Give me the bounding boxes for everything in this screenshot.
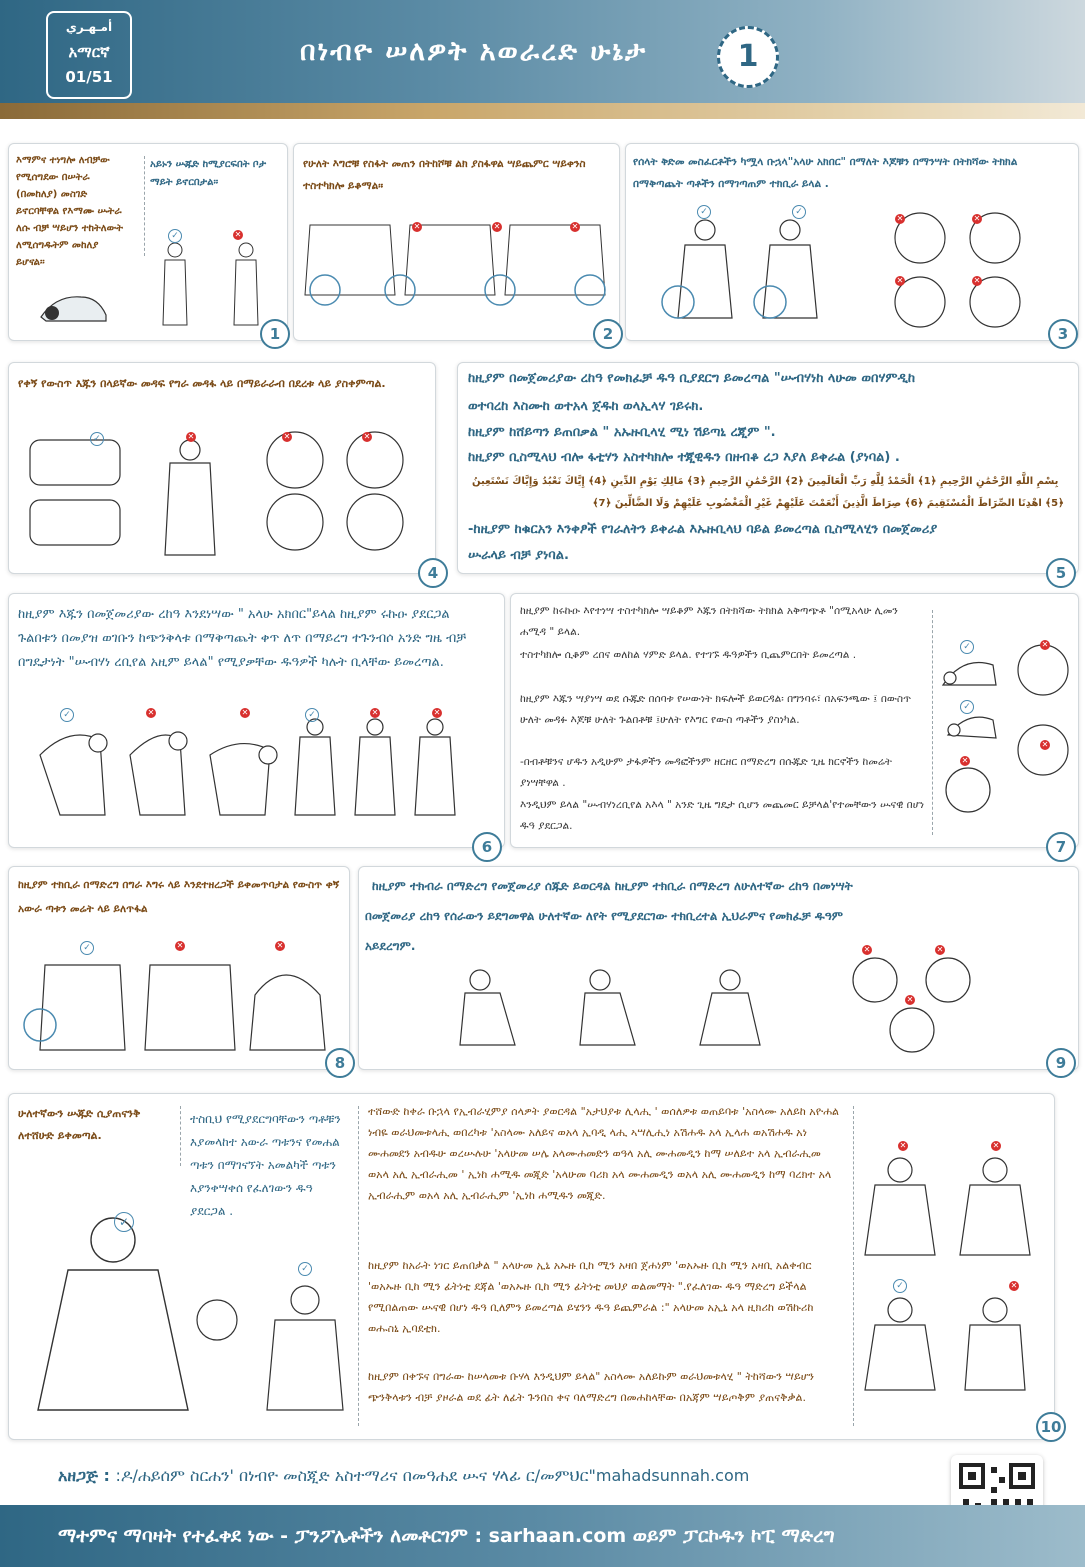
panel-3-text-a: የሰላት ቅድመ መስፈርቶችን ካሟላ ቡኋላ"አላሁ አክበር" በማለት እጆቹን በማንሣት በትክሻው ትክክል በማቅጣጨት ጣቶችን በማገጣጠም ተክቢራ ይላል .: [633, 156, 1018, 190]
panel-5-line-1: ከዚያም በመጀመሪያው ረከዓ የመክፈቻ ዱዓ ቢያደርግ ይመረጣል "ሡብሃነከ ላሁመ ወበሃምዲከ: [468, 371, 916, 386]
check-circle-icon: ✓: [305, 708, 319, 722]
panel-10-text-d: ከዚያም ከአራት ነገር ይጠበቃል " አላሁመ ኢኒ አኡዙ ቢከ ሚን አዛበ ጀሐነም 'ወአኡዙ ቢከ ሚን አዛቢ አልቀብር 'ወአኡዙ ቢከ ሚን ፊትነቲ ደጃል 'ወአኡዙ ቢከ ሚን ፊትነቲ መህያ ወልመማት ".የፈለገው ዱዓ ማድረግ ይችላል የሚበልጠው ሡናዊ በሆነ ዱዓ ቢለምን ይመረጣል ይሄንን ዱዓ ይጨምራል :" አላሁመ አኢኒ አላ ዚክሪከ ወሽኩሪከ ወሑስኒ ኢባደቲክ.: [368, 1259, 814, 1335]
x-circle-icon: ✕: [176, 941, 184, 950]
divider: [853, 1106, 854, 1426]
salam-figures: [860, 1140, 1040, 1420]
panel-5-line-2: ወተባረከ እስሙከ ወተአላ ጀዱከ ወላኢላሃ ገይሩክ.: [468, 399, 704, 414]
x-circle-icon: ✕: [906, 995, 914, 1004]
panel-9-line-1: ከዚያም ተክብራ በማድረግ የመጀመሪያ ሰጁድ ይወርዳል ከዚያም ተክቢራ በማድረግ ለሁለተኛው ረከዓ በመነሣት: [372, 879, 853, 893]
panel-7-p4: -በብቶቹንና ሆዱን አዲሁም ታፋዎችን መዳፎችንም ዘርዘር በማድረግ በሱጁድ ጊዜ ክርኖችን ከመሬት ያነሣቸዋል .: [520, 756, 892, 789]
panel-7-p2: ተስተካክሎ ሲቆም ረበና ወለከል ሃምድ ይላል. የተገኙ ዱዓዎችን ቢጨምርበት ይመረጣል .: [520, 649, 857, 661]
x-circle-icon: ✕: [187, 432, 195, 441]
panel-5-line-5: -ከዚያም ከቁርአን እንቀፆች የገራለትን ይቀራል እኡዙቢላህ ባይል ይመረጣል ቢስሚላሂን በመጀመሪያ: [468, 522, 938, 537]
x-circle-icon: ✕: [147, 708, 155, 717]
panel-5-line-3: ከዚያም ከሸይጣን ይጠበቃል " አኡዙቢላሂ ሚነ ሽይጣኒ ረጂም ".: [468, 425, 776, 440]
standing-figure-wrong: [226, 240, 266, 330]
panel-number: 1: [260, 319, 290, 349]
x-circle-icon: ✕: [276, 941, 284, 950]
panel-number: 6: [472, 832, 502, 862]
divider: [180, 1106, 181, 1166]
credit-text: :ዶ/ሐይሰም ስርሐን' በነብዮ መስጂድ አስተማሪና በመዓሐደ ሡና ሃላፊ ር/መምህር"mahadsunnah.com: [115, 1466, 750, 1485]
panel-7-p1: ከዚያም ከሩኩዑ እየተነሣ ተስተካክሎ ሣይቆም እጁን በትክሻው ትክክል አቅጣጭቶ "ሰሚአላሁ ሊመን ሐሚዳ " ይላል.: [520, 605, 898, 638]
x-circle-icon: ✕: [896, 276, 904, 285]
x-circle-icon: ✕: [283, 432, 291, 441]
sitting-figures: [20, 955, 340, 1060]
divider: [932, 610, 933, 835]
footer-text: ማተምና ማባዛት የተፈቀደ ነው - ፓንፖሌቶችን ለመቶርገም : sarhaan.com ወይም ፓርኮዱን ኮፒ ማድረግ: [58, 1525, 835, 1547]
hand-placement-figures: [30, 430, 430, 560]
x-circle-icon: ✕: [493, 222, 501, 231]
check-circle-icon: ✓: [168, 229, 182, 243]
panel-7-p5: እንዲህም ይላል "ሡብሃነረቢየል አእላ " አንድ ጊዜ ግዴታ ሲሆን መጨመር ይቻላል'የተመቸውን ሡናዊ በሆነ ዱዓ ያደርጋል.: [520, 799, 925, 832]
panel-7-p3: ከዚያም እጁን ሣያነሣ ወደ ሱጁድ በሰባቱ የሠውነት ክፍሎች ይወርዳል፡ በግንባሩ፣ በአፍንጫው ፤ በውስጥ ሁለት መዳፉ እጆቹ ሁለት ጉልበቶቹ ፤ሁለት የእግር የውስ ጣቶችን ያስነካል.: [520, 693, 912, 726]
panel-10-text-c: ተሸውድ ከቀራ ቡኋላ የኢብራሂምያ ሰላዎት ያወርዳል "አታህያቱ ሊላሒ ' ወሰለዎቱ ወጠይባቱ 'አስላሙ አለይከ አዮሐል ነብዬ ወራህመቱላሒ ወበረካቱ 'አስላሙ አለይና ወአላ ኢባዲ ላሒ ኣሣሊሒነ አሽሐዱ አላ ኢላሐ ወአሽሐዱ አነ ሙሐመደን አብዱሁ ወረሡሉሁ 'አላሁመ ሠሌ አላሙሐመድን ወዓላ አሊ ሙሐመዲን ከማ ሠለይተ አላ ኢብራሒመ ወአላ አሊ ኢብራሒመ ' ኢነከ ሐሚዱ መጂድ 'አላሁመ ባሪክ አላ ሙሐመዲን ወአላ አሊ ሙሐመዲን ከማ ባረክተ አላ ኢብራሒም ወአላ አሊ ኢብራሒም 'ኢነከ ሐሚዱን መጂድ.: [368, 1105, 839, 1202]
x-circle-icon: ✕: [413, 222, 421, 231]
panel-number: 5: [1046, 558, 1076, 588]
panel-1-text-b: አይኑን ሡጁድ ከሚያርፍበት ቦታ ማይት ይኖርበታል።: [150, 159, 267, 188]
sujud-figures: [938, 640, 1073, 815]
x-circle-icon: ✕: [973, 276, 981, 285]
panel-8-text-a: ከዚያም ተክቢራ በማድረግ በግራ እግሩ ላይ እንደተዘረጋች ይቀመጥባታል የውስጥ ቀኝ አውራ ጣቱን መሬት ላይ ይለጥፋል: [18, 879, 340, 915]
check-circle-icon: ✓: [893, 1279, 907, 1293]
panel-10-text-e: ከዚያም በቀኙና በግራው ከሠላመቱ ቡሃላ እንዲህም ይላል" አስላሙ አለይኩም ወራህመቱላሂ " ትከሻውን ሣይሆን ጭንቅላቱን ብቻ ያዞራል ወደ ፊት ለፊት ጉንበስ ቀና ባለማድረግ በመሐከላቸው በአጃም ሣይጦቅም ያጠናቅቃል.: [368, 1370, 814, 1404]
page-title: በነብዮ ሠለዎት አወራረድ ሁኔታ: [300, 36, 648, 67]
panel-9-line-2: በመጀመሪያ ረከዓ የሰራውን ይደግመዋል ሁለተኛው ለየት የሚያደርገው ተክቢረተል ኢህራምና የመክፈቻ ዱዓም: [365, 909, 844, 923]
prostration-figure: [36, 275, 116, 325]
panel-5-arabic-1: بِسْمِ اللَّهِ الرَّحْمَٰنِ الرَّحِيمِ ﴿1﴾ الْحَمْدُ لِلَّهِ رَبِّ الْعَالَمِينَ ﴿2﴾ الرَّحْمَٰنِ الرَّحِيمِ ﴿3﴾ مَالِكِ يَوْمِ الدِّينِ ﴿4﴾ إِيَّاكَ نَعْبُدُ وَإِيَّاكَ نَسْتَعِينُ: [472, 476, 1059, 487]
x-circle-icon: ✕: [371, 708, 379, 717]
lang-arabic: أمـهـري: [65, 20, 113, 34]
x-circle-icon: ✕: [1041, 640, 1049, 649]
finger-pointing-figure: [195, 1280, 345, 1420]
panel-10-text-a: ሁለተኛውን ሡጁድ ሲያጠናንቅ ለተሸሁድ ይቀመጣል.: [18, 1107, 141, 1142]
tashahhud-figure-large: [28, 1210, 198, 1430]
feet-width-figures: [300, 215, 610, 315]
x-circle-icon: ✕: [896, 214, 904, 223]
wrong-takbir-figures: [890, 210, 1070, 330]
panel-number: 4: [418, 558, 448, 588]
panel-6-text-a: ከዚያም እጁን በመጀመሪያው ረከዓ እንደነሣው " አላሁ አክበር"ይላል ከዚያም ሩኩዑ ያደርጋል ጉልበቱን በመያዝ ወገቡን ከጭንቅላቱ በማቅጣጨት ቀጥ ለጥ በማይረግ ተጉንብሶ አንድ ግዜ ብቻ በግዴታነት "ሡብሃነ ረቢየል አዚም ይላል" የሚያቃቸው ዱዓዎች ካሉት ቢላቸው ይመረጣል.: [18, 607, 467, 670]
x-circle-icon: ✕: [973, 214, 981, 223]
language-badge: [46, 11, 132, 99]
panel-5-line-4: ከዚያም ቢስሚላህ ብሎ ፋቲሃን አስተካክሎ ተጂዊዱን በዘብቆ ረጋ እያለ ይቀራል (ያነባል) .: [468, 450, 900, 465]
check-circle-icon: ✓: [298, 1262, 312, 1276]
check-circle-icon: ✓: [960, 700, 974, 714]
x-circle-icon: ✕: [1041, 740, 1049, 749]
panel-2-text-a: የሁለት እግሮቹ የስፋት መጠን በትከሾቹ ልክ ያስፋዋል ሣይጨምር ሣይቀንስ ተስተካክሎ ይቆማል።: [303, 158, 586, 192]
panel-10-text-b: ተስቢህ የሚያደርግባቸውን ጣቶቹን እያመላከተ አውራ ጣቱንና የመሐል ጣቱን በማገናኘት አመልካች ጣቱን እያንቀሣቀሰ የፈለገውን ዱዓ ያደርጋል .: [190, 1112, 341, 1218]
panel-4-text-a: የቀኝ የውስጥ እጁን በላይኛው መዳፍ የግራ መዳፋ ላይ በማይራራብ በደረቱ ላይ ያስቀምጣል.: [18, 377, 386, 390]
page-number: 01/51: [65, 68, 113, 86]
x-circle-icon: ✕: [433, 708, 441, 717]
check-circle-icon: ✓: [792, 205, 806, 219]
panel-number: 2: [593, 319, 623, 349]
second-rakah-figures: [450, 955, 790, 1055]
panel-number: 8: [325, 1048, 355, 1078]
x-circle-icon: ✕: [863, 945, 871, 954]
x-circle-icon: ✕: [363, 432, 371, 441]
header-gold-band: [0, 103, 1085, 119]
x-circle-icon: ✕: [899, 1141, 907, 1150]
lang-amharic: አማርኛ: [68, 43, 110, 61]
panel-number: 7: [1046, 832, 1076, 862]
panel-number: 9: [1046, 1048, 1076, 1078]
standing-figure-ok: [155, 240, 195, 330]
panel-1-text-a: እማምና ተነግሎ ለብቻው የሚሰግደው በሠትራ (በመከለያ) መስገድ ይኖርባቸዋል የእማሙ ሡትራ ለሱ ብቻ ሣይሆን ተከትለውት ለሚሰግዱትም መከለያ ይሆናል።: [16, 155, 123, 268]
x-circle-icon: ✕: [1010, 1281, 1018, 1290]
check-circle-icon: ✓: [114, 1212, 134, 1232]
x-circle-icon: ✕: [241, 708, 249, 717]
panel-number: 3: [1048, 319, 1078, 349]
x-circle-icon: ✕: [936, 945, 944, 954]
divider: [144, 156, 145, 256]
check-circle-icon: ✓: [90, 432, 104, 446]
wrong-kneeling-figures: [850, 955, 980, 1055]
check-circle-icon: ✓: [80, 941, 94, 955]
panel-5-line-6: ሡራላይ ብቻ ያነባል.: [468, 548, 569, 563]
panel-9-line-3: አይደረግም.: [365, 939, 416, 953]
panel-5-arabic-2: ﴿5﴾ اهْدِنَا الصِّرَاطَ الْمُسْتَقِيمَ ﴿6﴾ صِرَاطَ الَّذِينَ أَنْعَمْتَ عَلَيْهِمْ غَيْرِ الْمَغْضُوبِ عَلَيْهِمْ وَلَا الضَّالِّينَ ﴿7﴾: [592, 498, 1064, 509]
panel-number: 10: [1036, 1412, 1066, 1442]
check-circle-icon: ✓: [60, 708, 74, 722]
title-number: 1: [717, 26, 779, 88]
x-circle-icon: ✕: [992, 1141, 1000, 1150]
check-circle-icon: ✓: [697, 205, 711, 219]
x-circle-icon: ✕: [234, 230, 242, 239]
divider: [358, 1106, 359, 1426]
takbir-figures: [660, 210, 840, 325]
author-credit: [58, 1466, 749, 1486]
x-circle-icon: ✕: [571, 222, 579, 231]
credit-label: አዘጋጅ :: [58, 1466, 116, 1485]
ruku-figures: [30, 715, 470, 825]
check-circle-icon: ✓: [960, 640, 974, 654]
x-circle-icon: ✕: [961, 756, 969, 765]
